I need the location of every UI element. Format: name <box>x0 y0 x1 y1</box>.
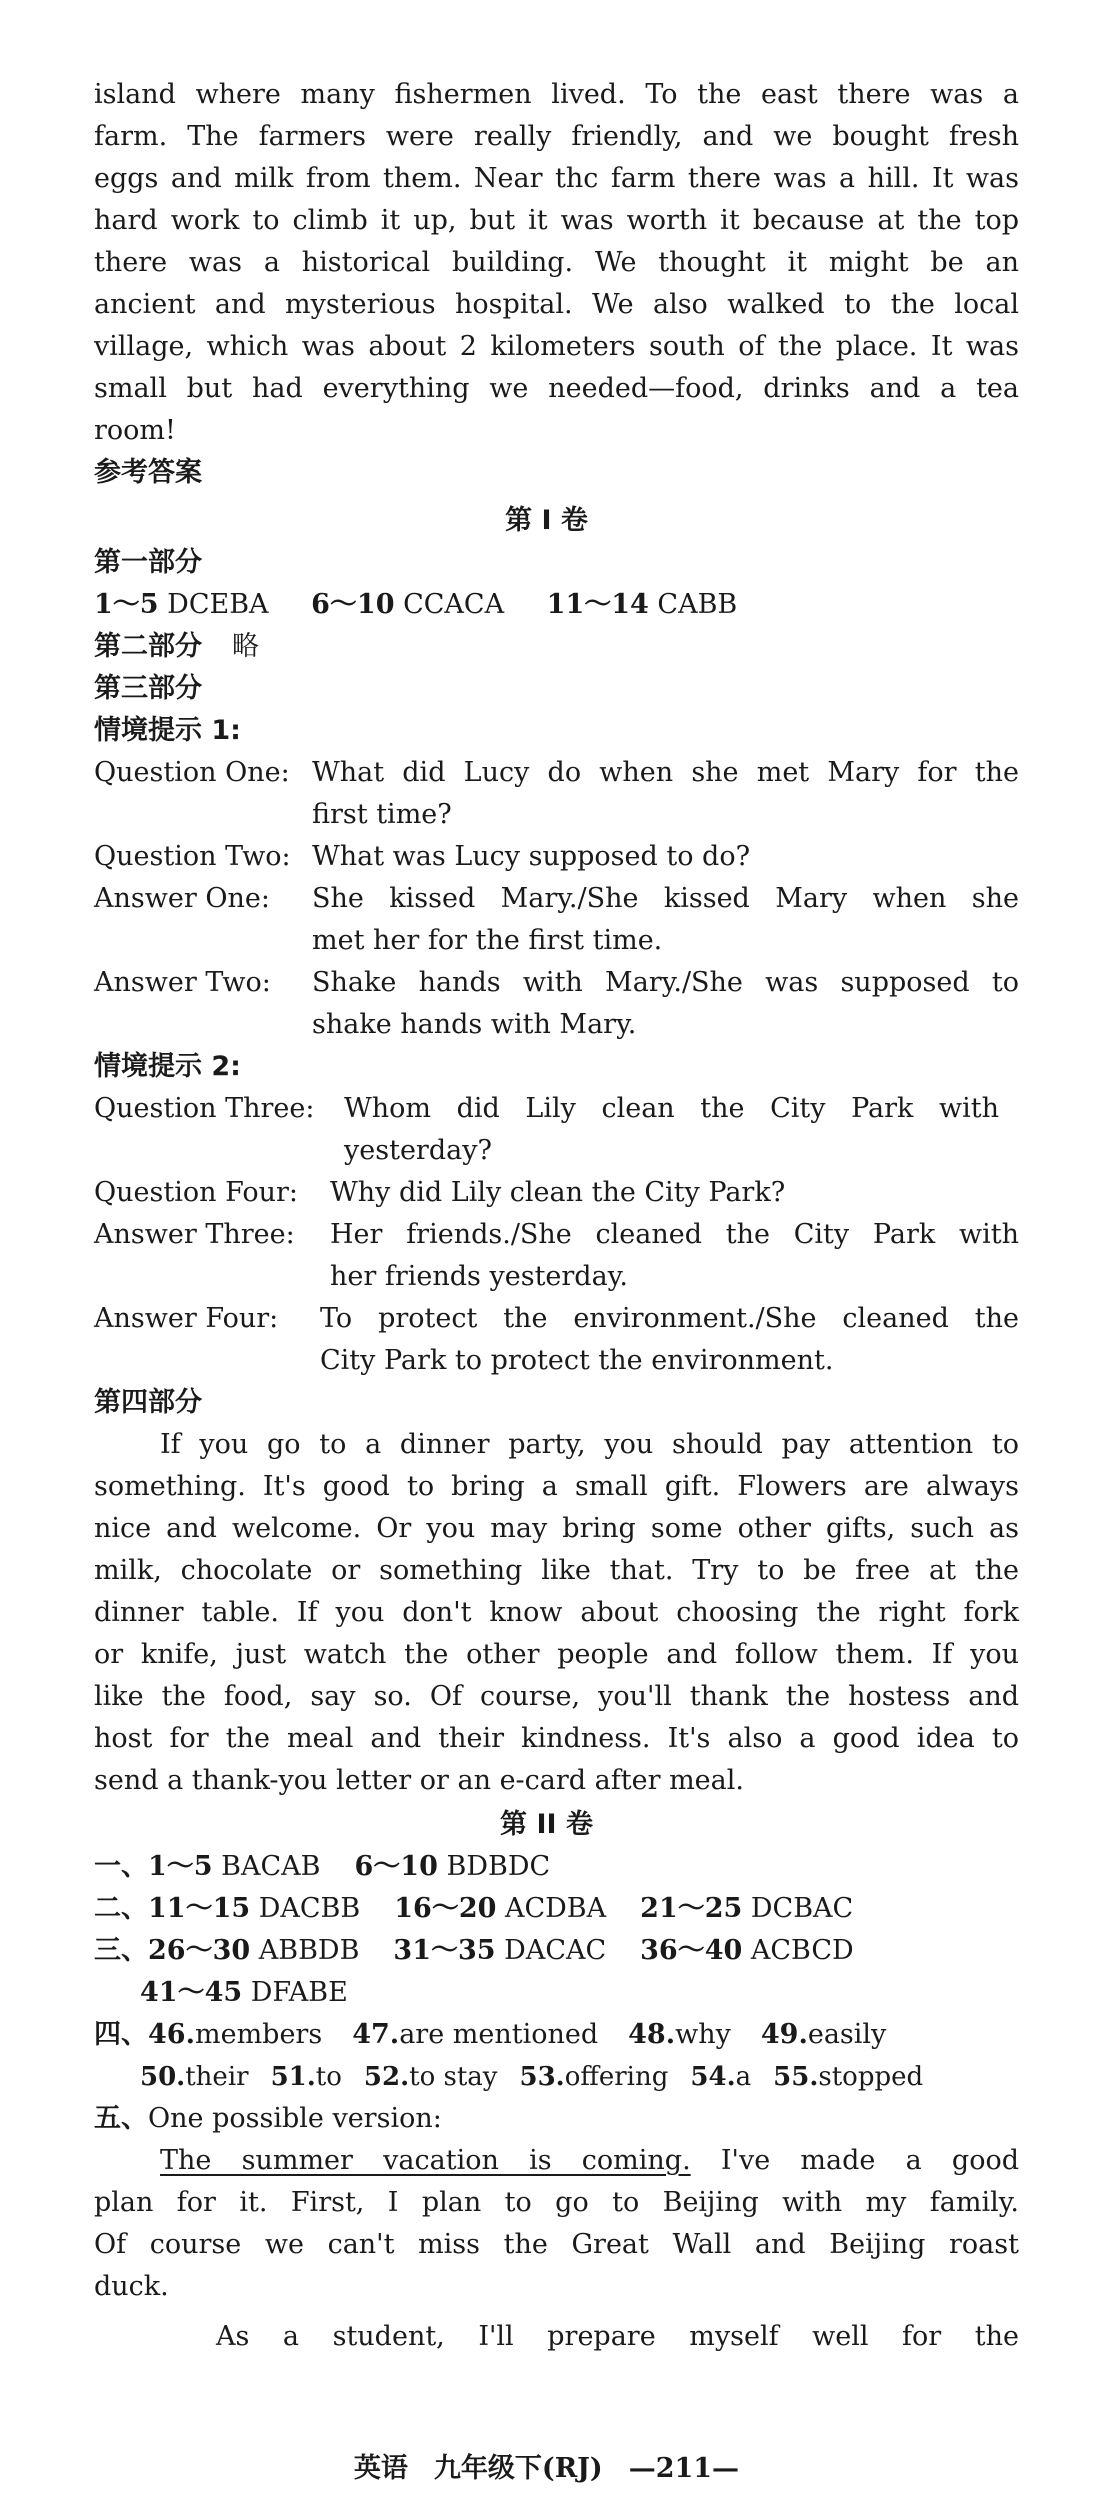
text-line: or knife, just watch the other people and follow them. If you <box>94 1639 1019 1670</box>
text-line: farm. The farmers were really friendly, and we bought fresh <box>94 121 1019 152</box>
text-line: If you go to a dinner party, you should pay attention to <box>160 1429 1019 1460</box>
section3-answers: 三、26～30 ABBDB 31～35 DACAC 36～40 ACBCD <box>94 1935 854 1966</box>
text-line: dinner table. If you don't know about choosing the right fork <box>94 1597 1019 1628</box>
section3-answers-cont: 41～45 DFABE <box>140 1977 348 2008</box>
essay-line: Of course we can't miss the Great Wall and Beijing roast <box>94 2229 1019 2260</box>
scene2-heading: 情境提示 2: <box>94 1051 241 1082</box>
text-line: small but had everything we needed—food, drinks and a tea <box>94 373 1019 404</box>
text-line: ancient and mysterious hospital. We also walked to the local <box>94 289 1019 320</box>
text-line: island where many fishermen lived. To the east there was a <box>94 79 1019 110</box>
section4-answers-cont: 50.their 51.to 52.to stay 53.offering 54.a 55.stopped <box>140 2062 924 2092</box>
qa-item: Answer Three: Her friends./She cleaned the City Park with her friends yesterday. <box>94 1219 1019 1292</box>
qa-item: Answer Two: Shake hands with Mary./She was supposed to shake hands with Mary. <box>94 967 1019 1040</box>
volume1-title: 第 I 卷 <box>505 505 588 536</box>
part1-heading: 第一部分 <box>94 547 202 578</box>
qa-item: Question Three: Whom did Lily clean the City Park with yesterday? <box>94 1093 999 1166</box>
qa-item: Question One: What did Lucy do when she met Mary for the first time? <box>94 757 1019 830</box>
text-line: something. It's good to bring a small gift. Flowers are always <box>94 1471 1019 1502</box>
qa-item: Question Four: Why did Lily clean the City Park? <box>94 1177 786 1208</box>
text-line: nice and welcome. Or you may bring some other gifts, such as <box>94 1513 1019 1544</box>
section5-intro: 五、One possible version: <box>94 2103 442 2134</box>
essay-line: As a student, I'll prepare myself well for the <box>216 2321 1019 2352</box>
text-line: there was a historical building. We thought it might be an <box>94 247 1019 278</box>
section2-answers: 二、11～15 DACBB 16～20 ACDBA 21～25 DCBAC <box>94 1893 854 1924</box>
text-line: milk, chocolate or something like that. Try to be free at the <box>94 1555 1019 1586</box>
text-line: village, which was about 2 kilometers south of the place. It was <box>94 331 1019 362</box>
text-line: like the food, say so. Of course, you'll thank the hostess and <box>94 1681 1019 1712</box>
text-line: room! <box>94 415 176 446</box>
page-footer: 英语 九年级下(RJ) —211— <box>353 2453 740 2484</box>
essay-line: The summer vacation is coming. I've made a good <box>160 2145 1019 2176</box>
essay-line: duck. <box>94 2271 169 2302</box>
qa-item: Answer One: She kissed Mary./She kissed Mary when she met her for the first time. <box>94 883 1019 956</box>
volume2-title: 第 II 卷 <box>500 1809 593 1840</box>
part2-heading: 第二部分 略 <box>94 631 259 662</box>
answers-heading: 参考答案 <box>94 457 202 488</box>
text-line: host for the meal and their kindness. It's also a good idea to <box>94 1723 1019 1754</box>
text-line: send a thank-you letter or an e-card after meal. <box>94 1765 744 1796</box>
part4-heading: 第四部分 <box>94 1387 202 1418</box>
text-line: eggs and milk from them. Near thc farm there was a hill. It was <box>94 163 1019 194</box>
text-line: hard work to climb it up, but it was worth it because at the top <box>94 205 1019 236</box>
part3-heading: 第三部分 <box>94 673 202 704</box>
section1-answers: 一、1～5 BACAB 6～10 BDBDC <box>94 1851 551 1882</box>
essay-line: plan for it. First, I plan to go to Beijing with my family. <box>94 2187 1019 2218</box>
qa-item: Question Two: What was Lucy supposed to do? <box>94 841 751 872</box>
scene1-heading: 情境提示 1: <box>94 715 241 746</box>
part1-answers: 1～5 DCEBA 6～10 CCACA 11～14 CABB <box>94 589 738 620</box>
section4-answers: 四、46.members 47.are mentioned 48.why 49.easily <box>94 2019 887 2050</box>
qa-item: Answer Four: To protect the environment./She cleaned the City Park to protect the environment. <box>94 1303 1019 1376</box>
